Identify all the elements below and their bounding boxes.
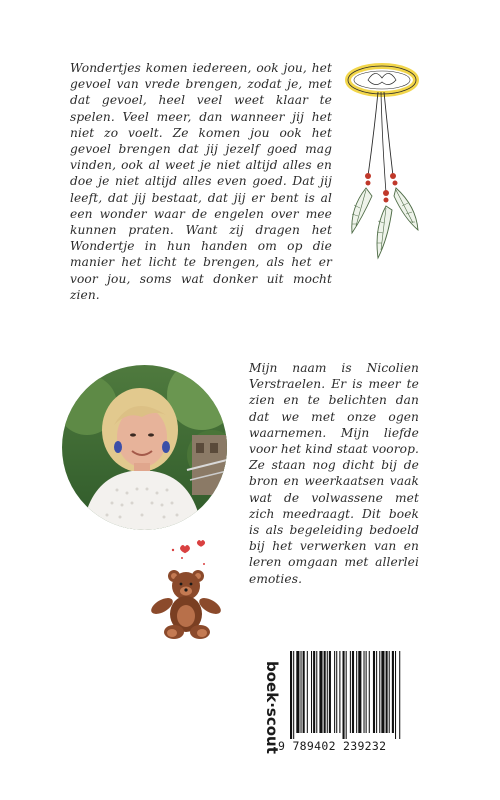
barcode-bar: [389, 651, 390, 733]
barcode-bar: [356, 651, 357, 733]
intro-paragraph: Wondertjes komen iedereen, ook jou, het gevoel van vrede brengen, zodat je, met dat gevoel, heel veel weet klaar te spelen. Veel meer, dan wanneer jij het niet zo voelt. Ze komen jou ook het gevoel brengen dat jij jezelf goed mag vinden, ook al weet je niet altijd alles en doe je niet altijd alles even goed. Dat jij leeft, dat jij bestaat, dat jij er bent is al een wonder waar de engelen over mee kunnen praten. Want zij dragen het Wondertje in hun handen om op die manier het licht te brengen, als het er voor jou, soms wat donker uit mocht zien.: [70, 61, 332, 302]
barcode-bar: [303, 651, 305, 733]
barcode-bar: [399, 651, 400, 739]
barcode-bar: [313, 651, 315, 733]
author-bio-paragraph: Mijn naam is Nicolien Verstraelen. Er is meer te zien en te belichten dan dat we met onze ogen waarnemen. Mijn liefde voor het kind staat voorop. Ze staan nog dicht bij de bron en weerkaatsen vaak wat de volwassene met zich meedraagt. Dit boek is als begeleiding bedoeld bij het verwerken van en leren omgaan met allerlei emoties.: [249, 361, 419, 586]
barcode-bar: [311, 651, 312, 733]
barcode-bar: [290, 651, 292, 739]
barcode-bar: [395, 651, 396, 739]
barcode-bar: [379, 651, 380, 733]
barcode-bar: [293, 651, 294, 739]
barcode-bar: [307, 651, 308, 733]
isbn-number: 9 789402 239232: [278, 739, 387, 753]
barcode-bar: [369, 651, 370, 733]
barcode-bar: [358, 651, 361, 733]
barcode-bar: [392, 651, 394, 733]
barcode-bar: [346, 651, 347, 739]
barcode-bar: [336, 651, 337, 733]
barcode-bar: [319, 651, 322, 733]
barcode-bar: [364, 651, 365, 733]
barcode-bar: [301, 651, 302, 733]
barcode-bar: [376, 651, 377, 733]
barcode-bar: [329, 651, 331, 733]
barcode-bar: [373, 651, 375, 733]
barcode-bar: [324, 651, 326, 733]
barcode-bar: [316, 651, 317, 733]
barcode-bar: [339, 651, 340, 733]
halo-feather-illustration: [338, 58, 428, 268]
barcode-bars: [290, 651, 424, 739]
barcode-bar: [386, 651, 388, 733]
barcode-bar: [296, 651, 299, 733]
barcode-bar: [327, 651, 328, 733]
barcode-bar: [343, 651, 345, 739]
teddy-bear-illustration: [142, 540, 237, 640]
publisher-logo: boek·scout: [263, 661, 281, 754]
barcode-bar: [334, 651, 335, 733]
barcode-bar: [350, 651, 351, 733]
barcode-bar: [352, 651, 354, 733]
author-portrait: [62, 365, 227, 530]
barcode-bar: [366, 651, 367, 733]
barcode-bar: [381, 651, 384, 733]
isbn-barcode: [272, 643, 430, 758]
